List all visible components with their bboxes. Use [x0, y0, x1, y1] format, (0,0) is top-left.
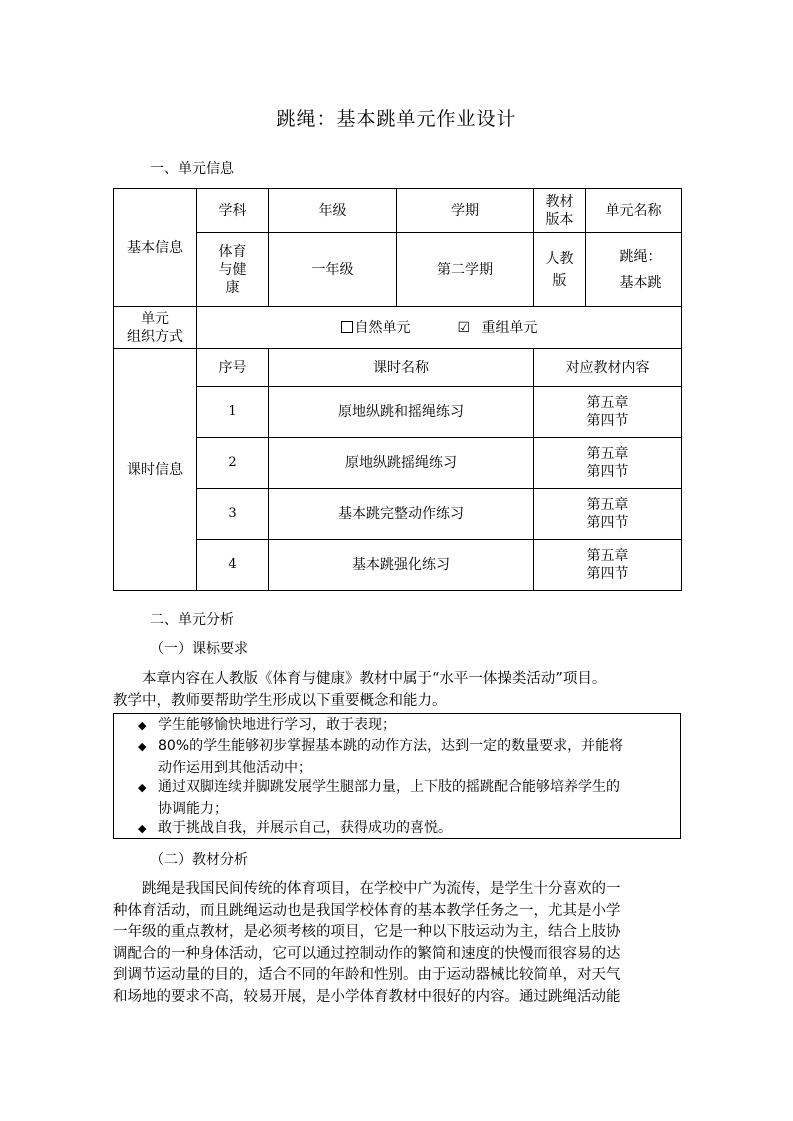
value-unit-name: 跳绳： 基本跳 [586, 233, 682, 307]
subheading-textbook-analysis: （二）教材分析 [150, 852, 248, 868]
text-line: 教学中，教师要帮助学生形成以下重要概念和能力。 [113, 692, 447, 709]
diamond-bullet-icon: ◆ [138, 822, 147, 835]
list-item: ◆ 通过双脚连续并脚跳发展学生腿部力量，上下肢的摇跳配合能够培养学生的 协调能力； [138, 779, 620, 817]
checkbox-checked-icon[interactable]: ☑ [457, 319, 471, 336]
text-line: 一年级的重点教材，是必须考核的项目，它是一种以下肢运动为主，结合上肢协 [113, 924, 621, 940]
value-subject: 体育 与健 康 [197, 233, 269, 307]
list-item: ◆ 80%的学生能够初步掌握基本跳的动作方法，达到一定的数量要求，并能将 动作运用到其他活动中； [138, 738, 624, 776]
checkbox-unchecked-icon[interactable] [341, 321, 353, 333]
text-line: 本章内容在人教版《体育与健康》教材中属于“水平一体操类活动”项目。 [113, 671, 607, 687]
header-grade: 年级 [269, 189, 397, 233]
subheading-curriculum: （一）课标要求 [150, 641, 248, 657]
value-grade: 一年级 [269, 233, 397, 307]
org-options [197, 307, 682, 349]
lesson-name: 原地纵跳和摇绳练习 [269, 387, 534, 438]
basic-info-label: 基本信息 [114, 189, 197, 307]
lesson-name: 基本跳强化练习 [269, 540, 534, 591]
org-option-regroup: 重组单元 [481, 319, 538, 336]
paragraph-textbook-analysis [113, 879, 681, 1008]
header-textbook: 教材 版本 [534, 189, 586, 233]
value-textbook: 人教 版 [534, 233, 586, 307]
org-label: 单元 组织方式 [114, 307, 197, 349]
section-heading-unit-analysis: 二、单元分析 [150, 612, 234, 628]
lesson-content: 第五章 第四节 [534, 489, 682, 540]
list-item: ◆ 学生能够愉快地进行学习，敢于表现； [158, 715, 678, 737]
text-line: 和场地的要求不高，较易开展，是小学体育教材中很好的内容。通过跳绳活动能 [113, 988, 621, 1005]
diamond-bullet-icon: ◆ [138, 740, 147, 753]
section-heading-unit-info: 一、单元信息 [150, 161, 234, 177]
lesson-content: 第五章 第四节 [534, 540, 682, 591]
document-title: 跳绳：基本跳单元作业设计 [276, 108, 517, 130]
lesson-content: 第五章 第四节 [534, 438, 682, 489]
lesson-name: 基本跳完整动作练习 [269, 489, 534, 540]
value-term: 第二学期 [397, 233, 534, 307]
text-line: 种体育活动，而且跳绳运动也是我国学校体育的基本教学任务之一，尤其是小学 [113, 902, 621, 919]
lesson-name: 原地纵跳摇绳练习 [269, 438, 534, 489]
text-line: 到调节运动量的目的，适合不同的年龄和性别。由于运动器械比较简单，对天气 [113, 967, 621, 983]
list-item: ◆ 敢于挑战自我，并展示自己，获得成功的喜悦。 [158, 818, 678, 840]
lesson-no: 1 [197, 387, 269, 438]
lesson-no: 2 [197, 438, 269, 489]
diamond-bullet-icon: ◆ [138, 781, 147, 794]
table-row [114, 387, 682, 438]
table-row [114, 489, 682, 540]
lesson-info-label: 课时信息 [114, 349, 197, 591]
text-line: 调配合的一种身体活动，它可以通过控制动作的繁简和速度的快慢而很容易的达 [113, 945, 621, 962]
diamond-bullet-icon: ◆ [138, 719, 147, 732]
lesson-no: 4 [197, 540, 269, 591]
org-option-natural: 自然单元 [354, 319, 411, 336]
table-row [114, 540, 682, 591]
goals-box [113, 713, 681, 839]
lesson-header-name: 课时名称 [269, 349, 534, 387]
lesson-header-no: 序号 [197, 349, 269, 387]
text-line: 跳绳是我国民间传统的体育项目，在学校中广为流传，是学生十分喜欢的一 [113, 881, 621, 897]
lesson-content: 第五章 第四节 [534, 387, 682, 438]
header-subject: 学科 [197, 189, 269, 233]
header-term: 学期 [397, 189, 534, 233]
lesson-header-content: 对应教材内容 [534, 349, 682, 387]
paragraph-curriculum [113, 669, 681, 712]
header-unit-name: 单元名称 [586, 189, 682, 233]
table-row [114, 438, 682, 489]
lesson-no: 3 [197, 489, 269, 540]
unit-info-table [113, 188, 682, 591]
